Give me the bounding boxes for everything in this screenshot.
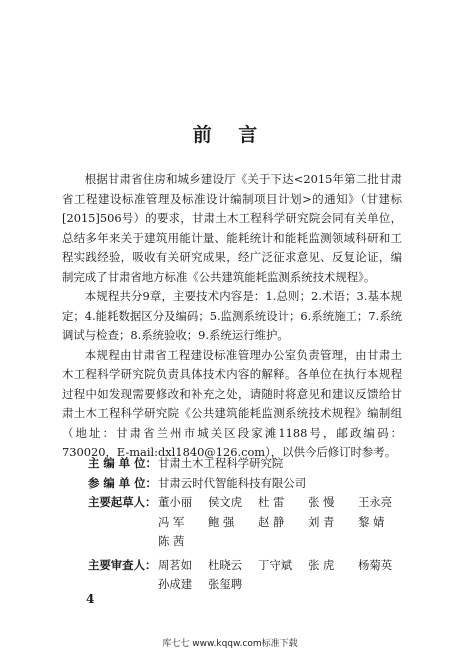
- reviewer-name: 周茗如: [158, 557, 193, 572]
- reviewer-name: 孙成建: [158, 577, 193, 591]
- paragraph-2: 本规程共分9章，主要技术内容是：1.总则；2.术语；3.基本规定；4.能耗数据区分及编码；5.监测系统设计；6.系统施工；7.系统调试与检查；8.系统验收；9.系统运行维护。: [62, 289, 402, 342]
- reviewer-name: 杜晓云: [208, 557, 243, 572]
- drafter-name: 董小丽: [158, 495, 193, 509]
- drafter-name: 侯文虎: [208, 495, 243, 509]
- chief-unit-name: 甘肃土木工程科学研究院: [158, 456, 284, 470]
- drafters-row: [88, 493, 408, 552]
- credits-section: [88, 454, 408, 595]
- drafter-name: 刘 青: [308, 514, 335, 529]
- reviewer-name: 张玺聘: [208, 577, 243, 591]
- drafters-label: 主要起草人：: [88, 495, 157, 509]
- chief-unit-row: [88, 454, 408, 474]
- drafter-name: 张 慢: [308, 495, 335, 509]
- reviewers-row: [88, 556, 408, 595]
- drafter-name: 冯 军: [158, 514, 185, 529]
- drafter-name: 赵 静: [258, 514, 285, 529]
- paragraph-3: 本规程由甘肃省工程建设标准管理办公室负责管理，由甘肃土木工程科学研究院负责具体技术内容的解释。各单位在执行本规程过程中如发现需要修改和补充之处，请随时将意见和建议反馈给甘肃土木工程科学研究院《公共建筑能耗监测系统技术规程》编制组（地址：甘肃省兰州市城关区段家滩1188号，邮政编码：730020，E-mail:dxl1840@126.com），以供今后修订时参考。: [62, 347, 402, 459]
- chief-unit-values: [158, 454, 408, 474]
- page-number: 4: [86, 592, 95, 606]
- preface-body: [62, 170, 402, 463]
- participating-unit-values: [158, 474, 408, 494]
- drafter-name: 王永亮: [358, 495, 393, 509]
- drafter-name: 黎 婧: [358, 514, 385, 529]
- participating-unit-name: 甘肃云时代智能科技有限公司: [158, 475, 307, 490]
- drafter-name: 杜 雷: [258, 495, 285, 509]
- participating-unit-label: 参 编 单 位：: [88, 475, 157, 490]
- reviewer-name: 张 虎: [308, 557, 335, 572]
- participating-unit-row: [88, 474, 408, 494]
- reviewer-name: 杨菊英: [358, 557, 393, 572]
- drafter-name: 陈 茜: [158, 534, 185, 548]
- chief-unit-label: 主 编 单 位：: [88, 456, 157, 470]
- drafter-name: 鲍 强: [208, 514, 235, 529]
- paragraph-1: 根据甘肃省住房和城乡建设厅《关于下达<2015年第二批甘肃省工程建设标准管理及标准设计编制项目计划>的通知》（甘建标[2015]506号）的要求，甘肃土木工程科学研究院会同有关单位，总结多年来关于建筑用能计量、能耗统计和能耗监测领域科研和工程实践经验，吸收有关研究成果，经广泛征求意见、反复论证，编制完成了甘肃省地方标准《公共建筑能耗监测系统技术规程》。: [62, 172, 402, 284]
- drafters-list: [158, 493, 408, 552]
- page-title: 前 言: [192, 124, 268, 146]
- reviewers-list: [158, 556, 408, 595]
- reviewers-label: 主要审查人：: [88, 557, 157, 572]
- footer-watermark: 库七七 www.kqqw.com标准下载: [162, 639, 298, 649]
- reviewer-name: 丁守斌: [258, 557, 293, 572]
